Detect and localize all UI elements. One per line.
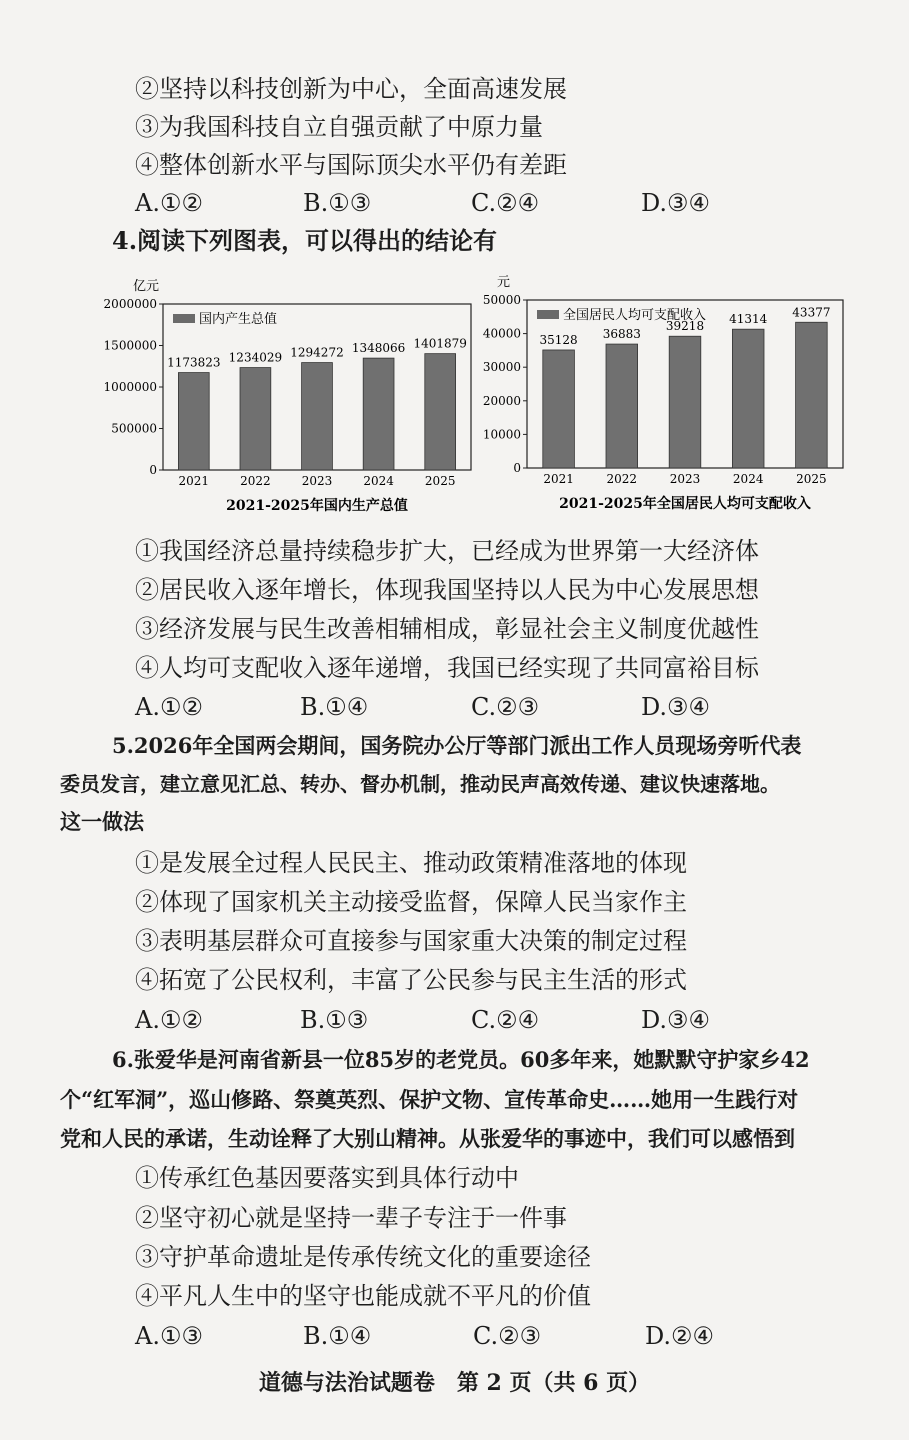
q6-choice-d[interactable]: D.②④: [645, 1322, 715, 1350]
income-legend-swatch: [537, 310, 559, 319]
income-xtick-label: 2021: [543, 472, 574, 486]
q5-choice-b[interactable]: B.①③: [300, 1006, 369, 1034]
q6-stem-line-3: 党和人民的承诺，生动诠释了大别山精神。从张爱华的事迹中，我们可以感悟到: [60, 1126, 795, 1151]
q5-choice-d[interactable]: D.③④: [641, 1006, 711, 1034]
gdp-ytick-label: 1000000: [103, 380, 157, 394]
income-xtick-label: 2022: [606, 472, 638, 486]
income-chart-title: 2021-2025年全国居民人均可支配收入: [559, 496, 811, 512]
q6-option-3: ③守护革命遗址是传承传统文化的重要途径: [135, 1243, 591, 1271]
q6-choice-b[interactable]: B.①④: [303, 1322, 372, 1350]
gdp-legend-swatch: [173, 314, 195, 323]
q3-option-2: ②坚持以科技创新为中心，全面高速发展: [135, 75, 567, 103]
q5-option-2: ②体现了国家机关主动接受监督，保障人民当家作主: [135, 888, 687, 916]
q4-choices: [135, 692, 735, 722]
gdp-xtick-label: 2024: [363, 474, 394, 488]
q5-choice-c[interactable]: C.②④: [471, 1006, 540, 1034]
income-chart-svg: [475, 272, 855, 522]
gdp-bar: [240, 368, 271, 470]
q4-option-4: ④人均可支配收入逐年递增，我国已经实现了共同富裕目标: [135, 654, 759, 682]
q5-option-1: ①是发展全过程人民民主、推动政策精准落地的体现: [135, 849, 687, 877]
q4-choice-b[interactable]: B.①④: [300, 693, 369, 721]
q3-choice-a[interactable]: A.①②: [135, 189, 203, 217]
gdp-ytick-label: 500000: [111, 421, 157, 436]
gdp-xtick-label: 2025: [424, 474, 456, 488]
q4-stem: 4.阅读下列图表，可以得出的结论有: [112, 226, 498, 255]
income-data-label: 36883: [602, 327, 641, 342]
q5-choices: [135, 1005, 735, 1035]
income-data-label: 43377: [792, 305, 831, 320]
gdp-ytick-label: 2000000: [103, 297, 157, 311]
q3-option-3: ③为我国科技自立自强贡献了中原力量: [135, 113, 543, 141]
q3-option-4: ④整体创新水平与国际顶尖水平仍有差距: [135, 151, 567, 179]
gdp-data-label: 1173823: [167, 355, 221, 370]
gdp-bar: [425, 354, 456, 470]
gdp-xtick-label: 2023: [301, 474, 333, 488]
q6-choice-c[interactable]: C.②③: [473, 1322, 542, 1350]
income-ytick-label: 10000: [482, 427, 521, 442]
gdp-ytick-label: 1500000: [103, 338, 157, 353]
q3-choice-c[interactable]: C.②④: [471, 189, 540, 217]
income-xtick-label: 2024: [732, 472, 764, 486]
q5-choice-a[interactable]: A.①②: [135, 1006, 203, 1034]
income-ytick-label: 0: [513, 461, 521, 475]
gdp-data-label: 1348066: [351, 341, 406, 356]
q6-stem-line-1: 6.张爱华是河南省新县一位85岁的老党员。60多年来，她默默守护家乡42: [112, 1047, 810, 1072]
q6-option-1: ①传承红色基因要落实到具体行动中: [135, 1164, 519, 1192]
q5-option-3: ③表明基层群众可直接参与国家重大决策的制定过程: [135, 927, 687, 955]
income-bar: [669, 336, 701, 468]
income-data-label: 39218: [665, 319, 705, 334]
income-bar: [543, 350, 575, 468]
gdp-chart: [95, 272, 490, 522]
gdp-ytick-label: 0: [149, 463, 157, 477]
q5-stem-line-2: 委员发言，建立意见汇总、转办、督办机制，推动民声高效传递、建议快速落地。: [60, 772, 780, 796]
q4-option-2: ②居民收入逐年增长，体现我国坚持以人民为中心发展思想: [135, 576, 759, 604]
page-footer: 道德与法治试题卷 第 2 页（共 6 页）: [258, 1370, 651, 1396]
q3-choice-b[interactable]: B.①③: [303, 189, 372, 217]
income-data-label: 35128: [539, 332, 578, 347]
q4-option-1: ①我国经济总量持续稳步扩大，已经成为世界第一大经济体: [135, 537, 759, 565]
gdp-xtick-label: 2022: [240, 474, 271, 488]
income-bar: [732, 329, 764, 468]
gdp-data-label: 1234029: [228, 350, 283, 365]
gdp-chart-svg: [95, 272, 490, 522]
income-ytick-label: 30000: [482, 360, 521, 375]
q5-option-4: ④拓宽了公民权利，丰富了公民参与民主生活的形式: [135, 966, 687, 994]
q5-stem-line-1: 5.2026年全国两会期间，国务院办公厅等部门派出工作人员现场旁听代表: [112, 733, 802, 758]
q6-choices: [135, 1321, 735, 1351]
income-data-label: 41314: [729, 312, 768, 327]
q4-option-3: ③经济发展与民生改善相辅相成，彰显社会主义制度优越性: [135, 615, 759, 643]
q4-choice-d[interactable]: D.③④: [641, 693, 711, 721]
q6-stem-line-2: 个“红军洞”，巡山修路、祭奠英烈、保护文物、宣传革命史……她用一生践行对: [60, 1087, 799, 1112]
undefined-unit-label: 亿元: [133, 279, 160, 294]
income-ytick-label: 50000: [482, 293, 521, 307]
q4-choice-a[interactable]: A.①②: [135, 693, 203, 721]
gdp-data-label: 1401879: [413, 336, 467, 351]
q6-option-4: ④平凡人生中的坚守也能成就不平凡的价值: [135, 1282, 591, 1310]
gdp-bar: [363, 358, 394, 470]
income-legend-label: 全国居民人均可支配收入: [563, 308, 707, 323]
gdp-legend-label: 国内产生总值: [199, 312, 278, 327]
q4-choice-c[interactable]: C.②③: [471, 693, 540, 721]
gdp-bar: [302, 363, 333, 470]
gdp-xtick-label: 2021: [178, 474, 210, 488]
income-xtick-label: 2025: [796, 472, 827, 486]
income-ytick-label: 40000: [482, 326, 521, 341]
income-xtick-label: 2023: [669, 472, 701, 486]
q5-stem-line-3: 这一做法: [60, 809, 144, 834]
q6-choice-a[interactable]: A.①③: [135, 1322, 203, 1350]
income-bar: [606, 344, 638, 468]
income-chart: [475, 272, 855, 522]
gdp-chart-title: 2021-2025年国内生产总值: [226, 498, 408, 514]
undefined-unit-label: 元: [497, 275, 511, 290]
income-bar: [796, 322, 828, 468]
q3-choice-d[interactable]: D.③④: [641, 189, 711, 217]
q3-choices: [135, 188, 735, 218]
q6-option-2: ②坚守初心就是坚持一辈子专注于一件事: [135, 1204, 567, 1232]
gdp-data-label: 1294272: [290, 345, 344, 360]
gdp-bar: [178, 373, 209, 470]
income-ytick-label: 20000: [482, 393, 521, 408]
